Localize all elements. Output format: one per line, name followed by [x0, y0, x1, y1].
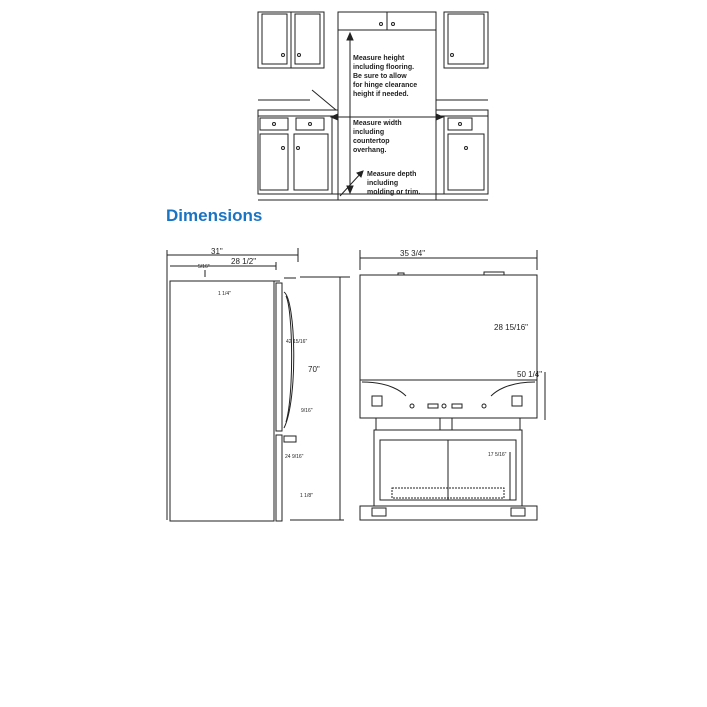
depth-note-line-2: including	[367, 180, 399, 187]
side-lower-door	[276, 435, 282, 521]
top-view-labels	[400, 249, 542, 458]
height-note-line-2: including flooring.	[353, 64, 415, 71]
top-base-frame	[360, 506, 537, 520]
countertop-left	[258, 110, 338, 116]
depth-note-line-1: Measure depth	[367, 171, 417, 178]
width-note-line-4: overhang.	[353, 147, 387, 154]
top-right-open-door	[452, 418, 520, 430]
height-note-line-4: for hinge clearance	[353, 82, 418, 89]
height-note-line-3: Be sure to allow	[353, 73, 407, 80]
small-offset-label: 5/16"	[198, 264, 210, 270]
hinge-left	[372, 396, 382, 406]
drawer-depth-label: 17 5/16"	[488, 452, 507, 458]
installation-notes	[353, 55, 420, 196]
side-cabinet-body	[170, 281, 274, 521]
depth-no-door-label: 28 1/2"	[231, 257, 257, 266]
overall-depth-label: 31"	[211, 247, 223, 256]
lower-door-label: 24 9/16"	[285, 454, 304, 460]
base-cabinet-left	[258, 116, 332, 194]
overall-height-label: 70"	[308, 365, 320, 374]
overall-width-label: 35 3/4"	[400, 249, 426, 258]
depth-arrow	[340, 172, 362, 196]
side-upper-door	[276, 283, 282, 431]
width-note-line-2: including	[353, 129, 385, 136]
bottom-gap-label: 1 1/8"	[300, 493, 313, 499]
depth-note-line-3: molding or trim.	[367, 189, 421, 196]
width-note-line-3: countertop	[353, 138, 390, 145]
width-note-line-1: Measure width	[353, 120, 402, 127]
hinge-right	[512, 396, 522, 406]
height-note-line-1: Measure height	[353, 55, 405, 62]
top-view-drawing	[360, 250, 545, 520]
height-note-line-5: height if needed.	[353, 91, 409, 98]
cabinet-depth-label: 28 15/16"	[494, 323, 528, 332]
handle-gap-label: 9/16"	[301, 408, 313, 414]
upper-cabinet-right	[444, 12, 488, 68]
section-title: Dimensions	[166, 206, 263, 225]
door-open-depth-label: 50 1/4"	[517, 370, 543, 379]
base-cabinet-right	[444, 116, 488, 194]
side-view-drawing	[167, 248, 350, 521]
upper-door-label: 42 15/16"	[286, 339, 308, 345]
top-gap-label: 1 1/4"	[218, 291, 231, 297]
top-left-open-door	[376, 418, 440, 430]
side-view-labels	[198, 247, 320, 499]
countertop-right	[436, 110, 488, 116]
